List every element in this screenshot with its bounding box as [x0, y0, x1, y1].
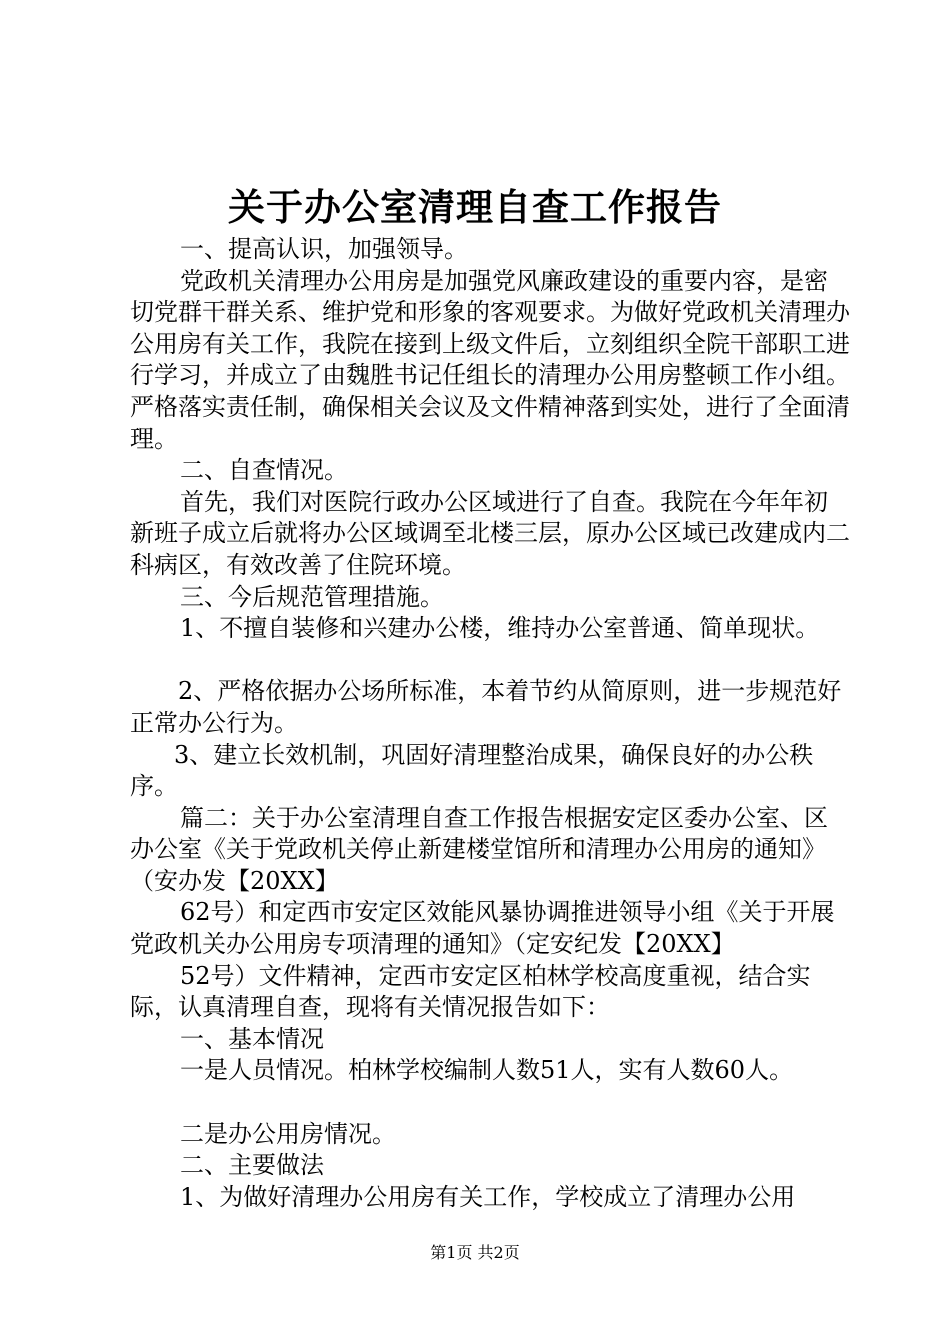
paragraph: 篇二：关于办公室清理自查工作报告根据安定区委办公室、区办公室《关于党政机关停止新建楼堂馆所和清理办公用房的通知》（安办发【20XX】 [130, 803, 828, 895]
document-body [130, 234, 850, 1213]
page-footer: 第1页 共2页 [430, 1243, 520, 1262]
document-title: 关于办公室清理自查工作报告 [228, 185, 722, 229]
paragraph: 党政机关清理办公用房是加强党风廉政建设的重要内容，是密切党群干群关系、维护党和形象的客观要求。为做好党政机关清理办公用房有关工作，我院在接到上级文件后，立刻组织全院干部职工进行学习，并成立了由魏胜书记任组长的清理办公用房整顿工作小组。严格落实责任制，确保相关会议及文件精神落到实处，进行了全面清理。 [130, 266, 850, 453]
section-heading: 三、今后规范管理措施。 [180, 582, 444, 611]
section-heading: 一、提高认识，加强领导。 [180, 235, 468, 263]
section-heading: 一、基本情况 [180, 1024, 324, 1053]
section-heading: 二、自查情况。 [180, 456, 348, 485]
paragraph: 一是人员情况。柏林学校编制人数51人，实有人数60人。 [180, 1056, 794, 1085]
paragraph: 52号）文件精神，定西市安定区柏林学校高度重视，结合实际，认真清理自查，现将有关情况报告如下： [130, 961, 811, 1022]
section-heading: 二、主要做法 [180, 1151, 324, 1180]
paragraph: 62号）和定西市安定区效能风暴协调推进领导小组《关于开展党政机关办公用房专项清理的通知》（定安纪发【20XX】 [130, 898, 835, 959]
blank-line [130, 1087, 850, 1119]
paragraph: 二是办公用房情况。 [180, 1119, 396, 1148]
paragraph: 1、为做好清理办公用房有关工作，学校成立了清理办公用 [180, 1182, 796, 1211]
list-item: 1、不擅自装修和兴建办公楼，维持办公室普通、简单现状。 [180, 614, 820, 643]
blank-line [130, 645, 850, 677]
list-item: 3、建立长效机制，巩固好清理整治成果，确保良好的办公秩序。 [130, 740, 814, 801]
list-item: 2、严格依据办公场所标准，本着节约从简原则，进一步规范好正常办公行为。 [130, 677, 842, 737]
paragraph: 首先，我们对医院行政办公区域进行了自查。我院在今年年初新班子成立后就将办公区域调至北楼三层，原办公区域已改建成内二科病区，有效改善了住院环境。 [130, 487, 850, 579]
